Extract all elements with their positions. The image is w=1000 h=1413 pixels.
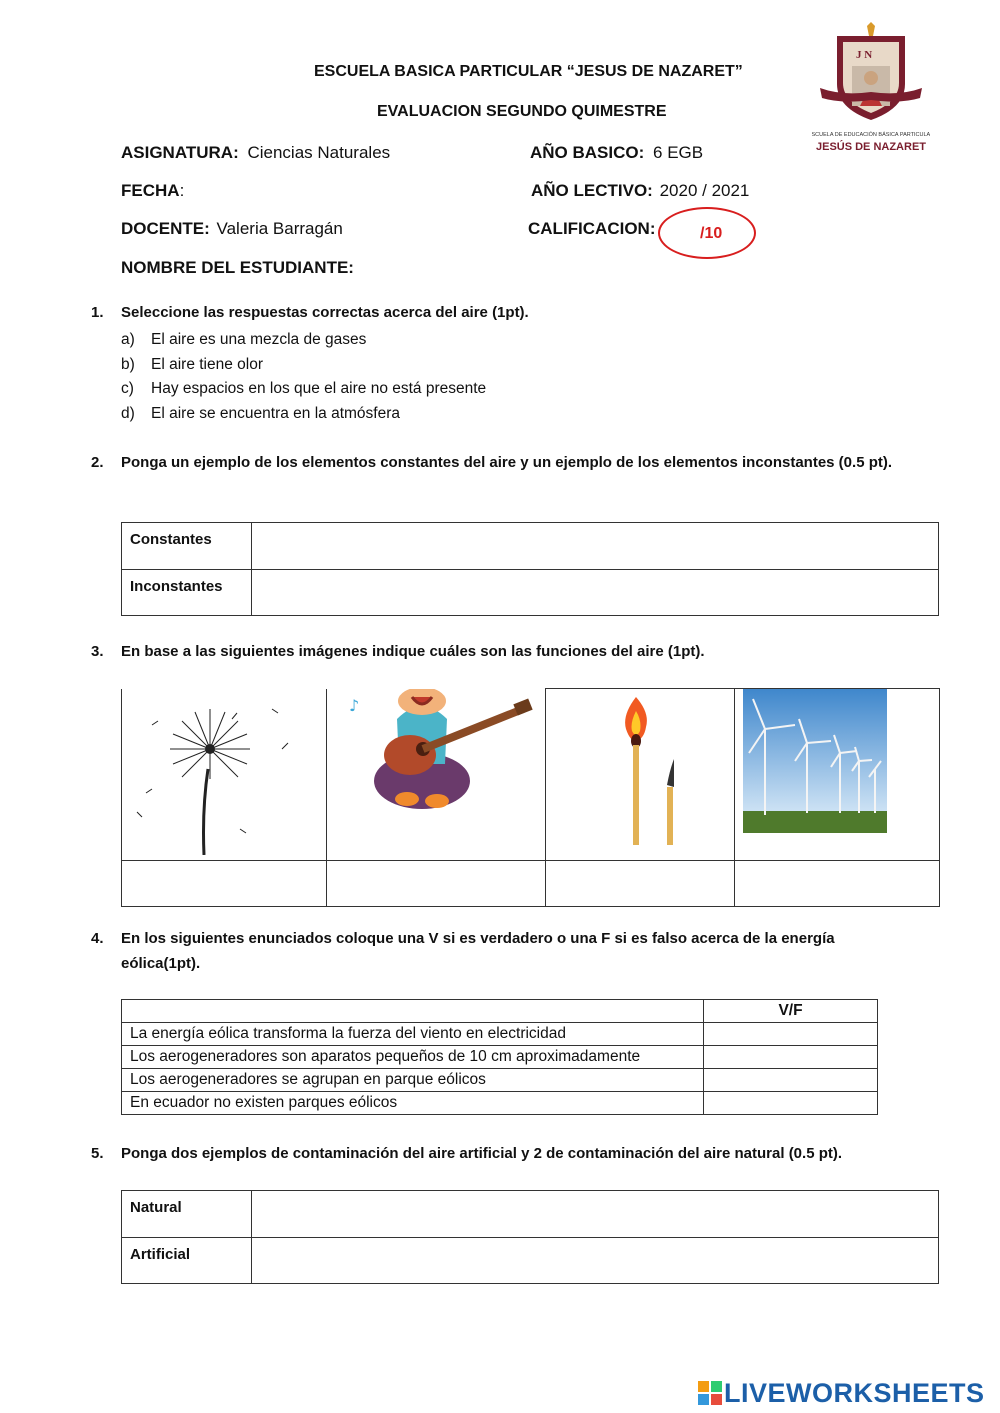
wind-turbines-icon [735,689,939,855]
year-label: AÑO LECTIVO: [531,181,653,200]
q5-answer-natural[interactable] [252,1191,939,1238]
logo-initials: J N [856,49,873,61]
q4-answer-1[interactable] [704,1023,878,1046]
q4-text: En los siguientes enunciados coloque una V si es verdadero o una F si es falso acerca de la energía eólica(1pt). [121,930,835,972]
svg-text:♪: ♪ [349,695,360,715]
q1-options [121,328,486,426]
teacher-row [121,219,343,239]
q1-option-b[interactable]: b) El aire tiene olor [121,355,264,373]
q5-number: 5. [91,1145,104,1162]
score-label: CALIFICACION: [528,219,656,238]
liveworksheets-logo[interactable] [698,1376,985,1410]
q5-text: Ponga dos ejemplos de contaminación del aire artificial y 2 de contaminación del aire natural (0.5 pt). [121,1145,843,1162]
q3-answer-2[interactable] [327,861,546,907]
q5-row-label: Artificial [122,1238,252,1284]
q3-image-cell-2 [327,689,546,861]
grade-label: AÑO BASICO: [530,143,645,162]
q2-answer-constantes[interactable] [252,523,939,570]
year-value: 2020 / 2021 [659,181,750,200]
q3-answer-4[interactable] [735,861,940,907]
year-row [531,181,749,201]
q3-answer-1[interactable] [122,861,327,907]
grade-row [530,143,703,163]
date-label: FECHA [121,181,180,200]
school-title: ESCUELA BASICA PARTICULAR “JESUS DE NAZARET” [314,63,743,80]
teacher-value: Valeria Barragán [216,219,343,238]
q4-answer-2[interactable] [704,1046,878,1069]
q1-number: 1. [91,304,104,321]
q4-statement: La energía eólica transforma la fuerza del viento en electricidad [122,1023,704,1046]
subject-label: ASIGNATURA: [121,143,239,162]
q3-table [121,688,940,907]
q2-row-label: Inconstantes [122,570,252,616]
school-logo [812,22,930,154]
q4-statement: En ecuador no existen parques eólicos [122,1092,704,1115]
q4-statement: Los aerogeneradores se agrupan en parque eólicos [122,1069,704,1092]
q3-image-cell-1 [122,689,327,861]
q3-image-cell-4 [735,689,940,861]
q4-header-blank [122,1000,704,1023]
q4-answer-3[interactable] [704,1069,878,1092]
q4-column-header: V/F [704,1000,878,1023]
logo-small-text: ESCUELA DE EDUCACIÓN BÁSICA PARTICULAR [812,132,930,138]
score-value: /10 [700,225,723,242]
q3-text: En base a las siguientes imágenes indique cuáles son las funciones del aire (1pt). [121,643,705,660]
q5-table [121,1190,939,1284]
q2-number: 2. [91,454,104,471]
date-colon: : [179,181,185,200]
q4-number: 4. [91,930,104,947]
teacher-label: DOCENTE: [121,219,210,238]
q1-text: Seleccione las respuestas correctas acerca del aire (1pt). [121,304,529,321]
q1-option-a[interactable]: a) El aire es una mezcla de gases [121,331,367,348]
q3-number: 3. [91,643,104,660]
grade-value: 6 EGB [653,143,704,162]
q5-row-label: Natural [122,1191,252,1238]
dandelion-icon [122,689,326,855]
q3-image-cell-3 [546,689,735,861]
burning-match-icon [546,689,734,855]
q2-row-label: Constantes [122,523,252,570]
q2-text: Ponga un ejemplo de los elementos constantes del aire y un ejemplo de los elementos inconstantes (0.5 pt). [121,454,893,471]
subject-row [121,143,390,163]
score-oval[interactable] [658,207,756,259]
liveworksheets-icon [698,1381,722,1405]
q5-answer-artificial[interactable] [252,1238,939,1284]
q2-table [121,522,939,616]
exam-title: EVALUACION SEGUNDO QUIMESTRE [377,103,667,120]
student-name-label: NOMBRE DEL ESTUDIANTE: [121,258,354,277]
guitar-girl-icon [327,689,545,855]
subject-value: Ciencias Naturales [247,143,391,162]
q4-table [121,999,878,1115]
q4-answer-4[interactable] [704,1092,878,1115]
liveworksheets-brand: LIVEWORKSHEETS [724,1377,985,1408]
date-row [121,181,184,201]
q1-option-c[interactable]: c) Hay espacios en los que el aire no está presente [121,380,487,397]
q4-statement: Los aerogeneradores son aparatos pequeños de 10 cm aproximadamente [122,1046,704,1069]
q2-answer-inconstantes[interactable] [252,570,939,616]
q1-option-d[interactable]: d) El aire se encuentra en la atmósfera [121,404,400,422]
q3-answer-3[interactable] [546,861,735,907]
logo-big-text: JESÚS DE NAZARET [815,141,927,153]
